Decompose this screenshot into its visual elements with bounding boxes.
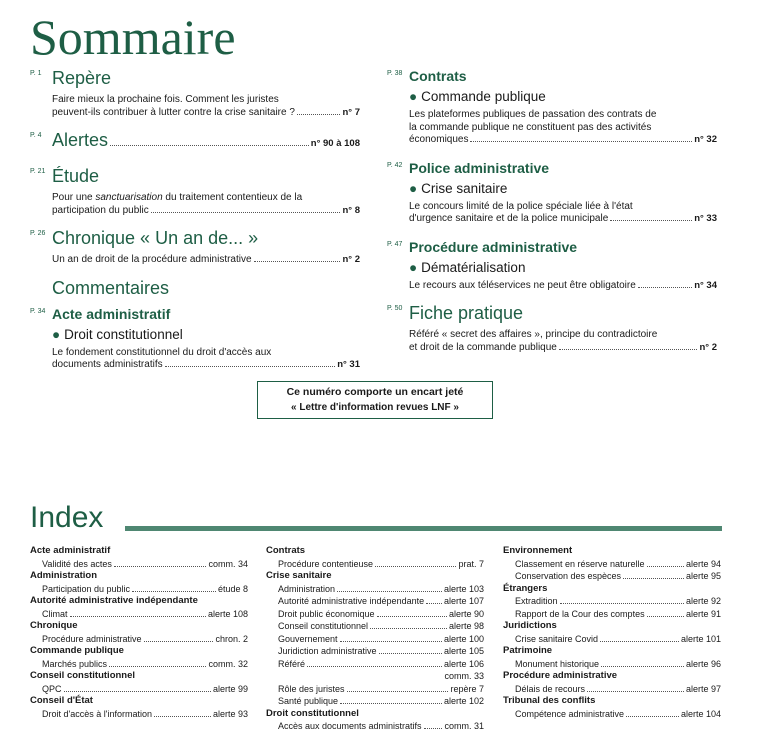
leader-dots xyxy=(110,145,309,146)
index-item-label: Validité des actes xyxy=(42,558,112,569)
summary-heading[interactable]: Chronique « Un an de... » xyxy=(52,228,259,248)
emphasis-text: sanctuarisation xyxy=(95,192,163,203)
bullet-icon: ● xyxy=(409,89,418,104)
summary-entry xyxy=(387,159,717,226)
summary-text-line-ref[interactable] xyxy=(52,107,360,120)
index-item-ref: alerte 98 xyxy=(448,621,484,631)
summary-heading[interactable]: Fiche pratique xyxy=(409,303,524,323)
summary-text: et droit de la commande publique xyxy=(409,341,557,353)
summary-text-line: Le fondement constitutionnel du droit d'accès aux xyxy=(52,346,272,358)
leader-dots xyxy=(626,716,679,717)
index-item-ref: étude 8 xyxy=(217,583,248,594)
leader-dots xyxy=(254,261,341,262)
index-item-label: Conseil constitutionnel xyxy=(278,621,369,631)
summary-text-line-ref[interactable] xyxy=(409,342,717,355)
summary-heading[interactable]: Repère xyxy=(52,68,112,88)
index-column-2 xyxy=(266,545,484,733)
leader-dots xyxy=(647,566,684,567)
leader-dots xyxy=(424,728,443,729)
summary-text-line-ref[interactable] xyxy=(409,280,717,293)
page-number: P. 1 xyxy=(30,70,42,77)
index-category: Conseil constitutionnel xyxy=(30,670,136,681)
leader-dots xyxy=(340,641,442,642)
leader-dots xyxy=(375,566,456,567)
index-item-ref: chron. 2 xyxy=(215,633,248,644)
leader-dots xyxy=(340,703,442,704)
leader-dots xyxy=(132,591,216,592)
leader-dots xyxy=(64,691,211,692)
index-item[interactable] xyxy=(503,633,721,646)
leader-dots xyxy=(297,114,341,115)
subheading-label: Dématérialisation xyxy=(421,259,526,275)
summary-entry xyxy=(387,238,717,293)
index-item-ref: alerte 105 xyxy=(443,646,484,656)
index-item-label: Monument historique xyxy=(515,658,600,669)
leader-dots xyxy=(337,591,442,592)
index-category: Crise sanitaire xyxy=(266,570,332,581)
encart-line-1: Ce numéro comporte un encart jeté xyxy=(286,386,464,398)
leader-dots xyxy=(114,566,207,567)
index-category: Patrimoine xyxy=(503,645,553,656)
page-number: P. 4 xyxy=(30,132,42,139)
summary-heading[interactable]: Contrats xyxy=(409,68,467,84)
summary-entry xyxy=(387,302,717,354)
index-item-label: Rôle des juristes xyxy=(278,683,345,694)
index-item-label: Référé xyxy=(278,658,306,669)
reference-number: n° 31 xyxy=(337,359,360,370)
leader-dots xyxy=(559,349,698,350)
index-item[interactable] xyxy=(266,645,484,658)
reference-number: n° 33 xyxy=(694,213,717,224)
index-item-label: Autorité administrative indépendante xyxy=(278,596,425,606)
summary-subheading xyxy=(409,88,717,106)
index-item-ref: alerte 107 xyxy=(443,596,484,606)
summary-subheading xyxy=(409,180,717,198)
index-item-ref: comm. 34 xyxy=(208,558,248,569)
index-item-label: Droit d'accès à l'information xyxy=(42,708,152,719)
summary-entry xyxy=(387,67,717,147)
index-item[interactable] xyxy=(266,658,484,671)
leader-dots xyxy=(307,666,442,667)
summary-text-line-ref[interactable] xyxy=(409,134,717,147)
summary-right-column xyxy=(387,67,717,354)
summary-text: Le recours aux téléservices ne peut être obligatoire xyxy=(409,279,636,291)
index-category: Acte administratif xyxy=(30,545,111,556)
index-title: Index xyxy=(30,501,104,534)
subheading-label: Crise sanitaire xyxy=(421,180,508,196)
index-category: Contrats xyxy=(266,545,306,556)
index-item-ref: prat. 7 xyxy=(458,558,484,569)
leader-dots xyxy=(377,616,447,617)
summary-text: économiques xyxy=(409,134,469,145)
reference-number: n° 2 xyxy=(699,341,717,353)
index-item-ref: repère 7 xyxy=(450,683,484,694)
index-item-label: Participation du public xyxy=(42,583,131,594)
index-category: Autorité administrative indépendante xyxy=(30,595,198,606)
index-item-label: Procédure administrative xyxy=(42,633,142,644)
page-number: P. 38 xyxy=(387,70,403,77)
index-item-label: Climat xyxy=(42,608,68,619)
index-item-extra-ref: comm. 33 xyxy=(444,671,484,681)
index-item-ref: alerte 90 xyxy=(448,608,484,619)
summary-text-line-ref[interactable] xyxy=(52,205,360,218)
index-item-label: Marchés publics xyxy=(42,658,108,669)
leader-dots xyxy=(470,141,692,142)
index-item[interactable] xyxy=(30,583,248,596)
summary-subheading xyxy=(52,326,360,344)
leader-dots xyxy=(587,691,684,692)
index-item-ref: alerte 92 xyxy=(685,596,721,606)
summary-heading[interactable]: Acte administratif xyxy=(52,305,171,322)
summary-text: participation du public xyxy=(52,204,149,216)
index-item-label: Extradition xyxy=(515,596,558,606)
summary-subheading xyxy=(409,259,717,277)
index-item-ref: alerte 102 xyxy=(443,696,484,706)
summary-heading: Alertes xyxy=(52,130,109,150)
index-item[interactable] xyxy=(30,558,248,571)
leader-dots xyxy=(638,287,692,288)
leader-dots xyxy=(379,653,442,654)
page-number: P. 42 xyxy=(387,161,403,169)
index-item[interactable] xyxy=(266,683,484,696)
index-item-ref: comm. 32 xyxy=(208,658,248,669)
index-item[interactable] xyxy=(266,558,484,571)
index-item[interactable] xyxy=(266,620,484,633)
leader-dots xyxy=(70,616,206,617)
summary-entry xyxy=(30,227,360,267)
summary-text-line-ref[interactable] xyxy=(52,359,360,372)
index-item[interactable] xyxy=(266,633,484,646)
summary-text-line: Le concours limité de la police spéciale liée à l'état xyxy=(409,200,633,212)
subheading-label: Commande publique xyxy=(421,89,546,104)
summary-entry xyxy=(30,129,360,155)
index-item-label: Droit public économique xyxy=(278,608,375,619)
index-item-label: Conservation des espèces xyxy=(515,571,622,581)
page-number: P. 47 xyxy=(387,240,403,248)
leader-dots xyxy=(154,716,211,717)
index-item-ref: alerte 95 xyxy=(685,571,721,581)
index-item-label: Santé publique xyxy=(278,696,339,706)
index-item[interactable] xyxy=(266,695,484,708)
summary-text: Un an de droit de la procédure administrative xyxy=(52,254,252,265)
index-item-ref: comm. 31 xyxy=(444,721,484,731)
reference-number: n° 7 xyxy=(342,106,360,118)
bullet-icon: ● xyxy=(409,259,418,275)
index-item-ref: alerte 104 xyxy=(680,708,721,719)
summary-text: peuvent-ils contribuer à lutter contre la crise sanitaire ? xyxy=(52,106,295,118)
index-item[interactable] xyxy=(266,608,484,621)
index-item-label: Compétence administrative xyxy=(515,708,625,719)
reference-number: n° 8 xyxy=(342,204,360,216)
index-item[interactable] xyxy=(266,595,484,608)
summary-entry xyxy=(30,67,360,119)
leader-dots xyxy=(623,578,684,579)
index-item-label: Juridiction administrative xyxy=(278,646,377,656)
summary-body xyxy=(387,201,717,226)
index-item-label: Gouvernement xyxy=(278,633,338,644)
reference-number: n° 2 xyxy=(342,254,360,265)
summary-text-line: Faire mieux la prochaine fois. Comment les juristes xyxy=(52,94,279,105)
leader-dots xyxy=(601,666,684,667)
summary-body xyxy=(30,94,360,119)
reference-number: n° 90 à 108 xyxy=(310,138,360,149)
summary-text-line-ref[interactable] xyxy=(409,213,717,226)
index-category: Administration xyxy=(30,570,98,581)
summary-heading[interactable]: Police administrative xyxy=(409,159,550,176)
index-category: Procédure administrative xyxy=(503,670,618,681)
index-item-label: Accès aux documents administratifs xyxy=(278,721,422,731)
index-item-ref: alerte 100 xyxy=(443,633,484,644)
summary-entry xyxy=(30,277,360,299)
index-column-1 xyxy=(30,545,248,720)
index-item-ref: alerte 101 xyxy=(680,633,721,644)
index-category: Étrangers xyxy=(503,582,548,594)
summary-body xyxy=(387,329,717,354)
leader-dots xyxy=(426,603,442,604)
index-item-label: Délais de recours xyxy=(515,683,586,694)
index-item-ref: alerte 99 xyxy=(212,683,248,694)
index-item-label: Administration xyxy=(278,583,336,594)
leader-dots xyxy=(600,641,679,642)
summary-heading-row[interactable] xyxy=(52,129,360,155)
index-item[interactable] xyxy=(266,720,484,733)
leader-dots xyxy=(370,628,447,629)
index-category: Chronique xyxy=(30,620,78,631)
bullet-icon: ● xyxy=(52,326,61,342)
leader-dots xyxy=(647,616,684,617)
index-category: Juridictions xyxy=(503,620,557,631)
summary-text: documents administratifs xyxy=(52,359,163,370)
summary-text-line: Les plateformes publiques de passation des contrats de xyxy=(409,109,657,120)
index-item[interactable] xyxy=(30,633,248,646)
summary-entry xyxy=(30,165,360,217)
index-item[interactable] xyxy=(503,708,721,721)
summary-body xyxy=(30,347,360,372)
index-item[interactable] xyxy=(30,683,248,696)
leader-dots xyxy=(151,212,341,213)
summary-text-line: Référé « secret des affaires », principe du contradictoire xyxy=(409,329,658,340)
bullet-icon: ● xyxy=(409,180,418,196)
page-number: P. 34 xyxy=(30,307,46,315)
page-title: Sommaire xyxy=(30,9,236,65)
reference-number: n° 34 xyxy=(694,279,717,291)
leader-dots xyxy=(347,691,449,692)
subheading-label: Droit constitutionnel xyxy=(64,326,183,342)
index-item[interactable] xyxy=(503,570,721,583)
index-item-label: QPC xyxy=(42,683,62,694)
encart-notice-box xyxy=(257,381,493,419)
index-item[interactable] xyxy=(503,608,721,621)
page-number: P. 50 xyxy=(387,305,403,312)
leader-dots xyxy=(560,603,684,604)
index-item[interactable] xyxy=(30,708,248,721)
summary-body xyxy=(30,192,360,217)
index-item-ref: alerte 106 xyxy=(443,658,484,669)
index-item-ref: alerte 108 xyxy=(207,608,248,619)
index-item[interactable] xyxy=(266,583,484,596)
leader-dots xyxy=(165,366,336,367)
leader-dots xyxy=(144,641,214,642)
index-item-ref: alerte 97 xyxy=(685,683,721,694)
index-item[interactable] xyxy=(30,608,248,621)
summary-entry xyxy=(30,305,360,372)
page-number: P. 21 xyxy=(30,168,46,175)
summary-heading[interactable]: Commentaires xyxy=(52,277,170,298)
leader-dots xyxy=(610,220,692,221)
summary-heading[interactable]: Étude xyxy=(52,166,100,186)
index-item[interactable] xyxy=(503,558,721,571)
index-category: Droit constitutionnel xyxy=(266,707,359,719)
index-item-label: Classement en réserve naturelle xyxy=(515,558,645,569)
index-item-label: Procédure contentieuse xyxy=(278,558,374,569)
index-item-ref: alerte 94 xyxy=(685,558,721,569)
index-item[interactable] xyxy=(503,683,721,696)
index-item-ref: alerte 91 xyxy=(685,608,721,619)
summary-text-line: Pour une sanctuarisation du traitement contentieux de la xyxy=(52,192,303,203)
index-item[interactable] xyxy=(503,658,721,671)
index-item-ref: alerte 103 xyxy=(443,583,484,594)
index-item-label: Rapport de la Cour des comptes xyxy=(515,608,645,619)
summary-text: d'urgence sanitaire et de la police municipale xyxy=(409,213,609,224)
summary-text-line: la commande publique ne constituent pas des activités xyxy=(409,121,652,133)
summary-body xyxy=(30,254,360,267)
index-item[interactable] xyxy=(30,658,248,671)
encart-line-2: « Lettre d'information revues LNF » xyxy=(291,402,459,413)
summary-body xyxy=(387,280,717,293)
summary-text-line-ref[interactable] xyxy=(52,254,360,267)
summary-heading[interactable]: Procédure administrative xyxy=(409,238,578,255)
leader-dots xyxy=(109,666,206,667)
index-rule xyxy=(125,526,722,531)
index-item-ref: alerte 96 xyxy=(685,658,721,669)
index-item-label: Crise sanitaire Covid xyxy=(515,633,599,644)
index-item-ref: alerte 93 xyxy=(212,708,248,719)
index-item[interactable] xyxy=(503,595,721,608)
page-number: P. 26 xyxy=(30,230,46,237)
index-category: Environnement xyxy=(503,545,573,556)
index-column-3 xyxy=(503,545,721,720)
summary-body xyxy=(387,109,717,147)
reference-number: n° 32 xyxy=(694,134,717,145)
index-category: Commande publique xyxy=(30,645,124,656)
index-category: Conseil d'État xyxy=(30,695,93,706)
index-category: Tribunal des conflits xyxy=(503,695,596,706)
summary-left-column xyxy=(30,67,360,372)
